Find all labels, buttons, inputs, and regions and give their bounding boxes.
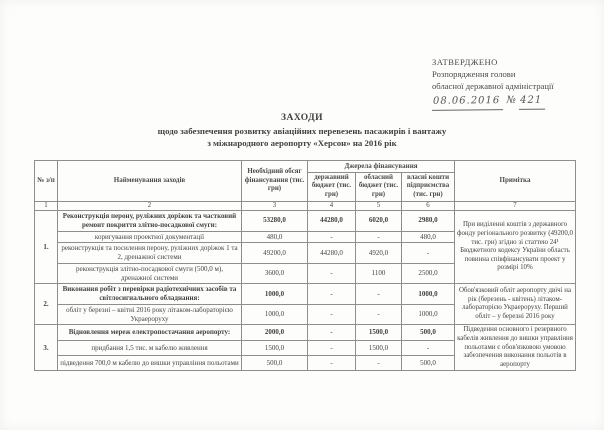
- state-budget-cell: -: [308, 340, 356, 355]
- required-amount-cell: 49200,0: [242, 243, 308, 264]
- row-num-cell: 1.: [35, 211, 58, 284]
- measure-name-cell: придбання 1,5 тис. м кабелю живлення: [58, 340, 242, 355]
- approval-approved-label: ЗАТВЕРДЖЕНО: [432, 57, 498, 67]
- measure-name-cell: реконструкція злітно-посадкової смуги (500,0 м), дренажної системи: [58, 263, 242, 284]
- measure-name-cell: реконструкція та посилення перону, руліжних доріжок 1 та 2, дренажної системи: [58, 243, 242, 264]
- regional-budget-cell: -: [356, 356, 402, 371]
- regional-budget-cell: -: [356, 231, 402, 243]
- table-row: [35, 284, 576, 305]
- required-amount-cell: 3600,0: [242, 263, 308, 284]
- col-number-4: 4: [308, 201, 356, 210]
- regional-budget-cell: 1500,0: [356, 340, 402, 355]
- document-subtitle-2: з міжнародного аеропорту «Херсон» на 2016 рік: [207, 138, 397, 148]
- regional-budget-cell: -: [356, 284, 402, 305]
- column-numbers-row: [35, 201, 576, 210]
- col-name-header: Найменування заходів: [58, 161, 242, 202]
- approval-order-line: Розпорядження голови: [432, 69, 516, 80]
- col-state-budget-header: державний бюджет (тис. грн): [308, 172, 356, 201]
- row-num-cell: 2.: [35, 284, 58, 325]
- col-regional-budget-header: обласний бюджет (тис. грн): [356, 172, 402, 201]
- approval-date-handwritten: 08.06.2016: [432, 94, 503, 111]
- col-number-7: 7: [455, 201, 576, 210]
- note-cell: При виділенні коштів з державного фонду регіонального розвитку (49200,0 тис. грн) згідно зі статтею 24¹ Бюджетного кодексу України область повинна співфінансувати проект у розмірі 10%: [455, 211, 576, 284]
- regional-budget-cell: 1100: [356, 263, 402, 284]
- table-row: [35, 211, 576, 232]
- col-number-3: 3: [242, 201, 308, 210]
- required-amount-cell: 1000,0: [242, 284, 308, 305]
- col-number-1: 1: [35, 201, 58, 210]
- own-funds-cell: -: [402, 340, 455, 355]
- measure-name-cell: підведення 700,0 м кабелю до вишки управління польотами: [58, 356, 242, 371]
- measure-name-cell: Виконання робіт з перевірки радіотехнічних засобів та світлосигнального обладнання:: [58, 284, 242, 305]
- approval-handwritten-line: [432, 93, 592, 111]
- own-funds-cell: 500,0: [402, 325, 455, 340]
- measure-name-cell: обліт у березні – квітні 2016 року літаком-лабораторією Украероруху: [58, 304, 242, 325]
- state-budget-cell: -: [308, 284, 356, 305]
- state-budget-cell: 44280,0: [308, 243, 356, 264]
- approval-authority-line: обласної державної адміністрації: [432, 81, 554, 92]
- measures-table: [34, 160, 576, 371]
- col-number-5: 5: [356, 201, 402, 210]
- own-funds-cell: 2980,0: [402, 211, 455, 232]
- regional-budget-cell: -: [356, 304, 402, 325]
- approval-number-sign: №: [506, 95, 516, 107]
- document-subtitle-1: щодо забезпечення розвитку авіаційних перевезень пасажирів і вантажу: [157, 126, 447, 136]
- table-header-row-1: [35, 161, 576, 173]
- own-funds-cell: 1000,0: [402, 304, 455, 325]
- state-budget-cell: -: [308, 304, 356, 325]
- col-required-header: Необхідний обсяг фінансування (тис. грн): [242, 161, 308, 202]
- own-funds-cell: 480,0: [402, 231, 455, 243]
- measure-name-cell: Відновлення мереж електропостачання аеропорту:: [58, 325, 242, 340]
- note-cell: Обов'язковий обліт аеропорту двічі на рік (березень - квітень) літаком-лабораторією Украероруху. Перший обліт – у березні 2016 року: [455, 284, 576, 325]
- measure-name-cell: Реконструкція перону, руліжних доріжок та частковий ремонт покриття злітно-посадкової смуги:: [58, 211, 242, 232]
- col-num-header: № з/п: [35, 161, 58, 202]
- state-budget-cell: -: [308, 356, 356, 371]
- own-funds-cell: 2500,0: [402, 263, 455, 284]
- note-cell: Підведення основного і резервного кабелів живлення до вишки управління польотами є обов'язковою умовою забезпечення виконання польотів в аеропорту: [455, 325, 576, 371]
- document-title: ЗАХОДИ: [280, 113, 324, 123]
- row-num-cell: 3.: [35, 325, 58, 371]
- state-budget-cell: -: [308, 325, 356, 340]
- own-funds-cell: 500,0: [402, 356, 455, 371]
- col-number-6: 6: [402, 201, 455, 210]
- required-amount-cell: 1000,0: [242, 304, 308, 325]
- col-sources-group-header: Джерела фінансування: [308, 161, 455, 173]
- required-amount-cell: 53280,0: [242, 211, 308, 232]
- state-budget-cell: -: [308, 263, 356, 284]
- required-amount-cell: 1500,0: [242, 340, 308, 355]
- document-title-block: [0, 113, 604, 148]
- state-budget-cell: -: [308, 231, 356, 243]
- regional-budget-cell: 4920,0: [356, 243, 402, 264]
- state-budget-cell: 44280,0: [308, 211, 356, 232]
- required-amount-cell: 500,0: [242, 356, 308, 371]
- table-row: [35, 325, 576, 340]
- regional-budget-cell: 6020,0: [356, 211, 402, 232]
- col-number-2: 2: [58, 201, 242, 210]
- col-own-funds-header: власні кошти підприємства (тис. грн): [402, 172, 455, 201]
- own-funds-cell: 1000,0: [402, 284, 455, 305]
- approval-block: [432, 56, 592, 110]
- regional-budget-cell: 1500,0: [356, 325, 402, 340]
- own-funds-cell: -: [402, 243, 455, 264]
- required-amount-cell: 480,0: [242, 231, 308, 243]
- approval-number-handwritten: 421: [519, 94, 545, 110]
- required-amount-cell: 2000,0: [242, 325, 308, 340]
- col-note-header: Примітка: [455, 161, 576, 202]
- measure-name-cell: коригування проектної документації: [58, 231, 242, 243]
